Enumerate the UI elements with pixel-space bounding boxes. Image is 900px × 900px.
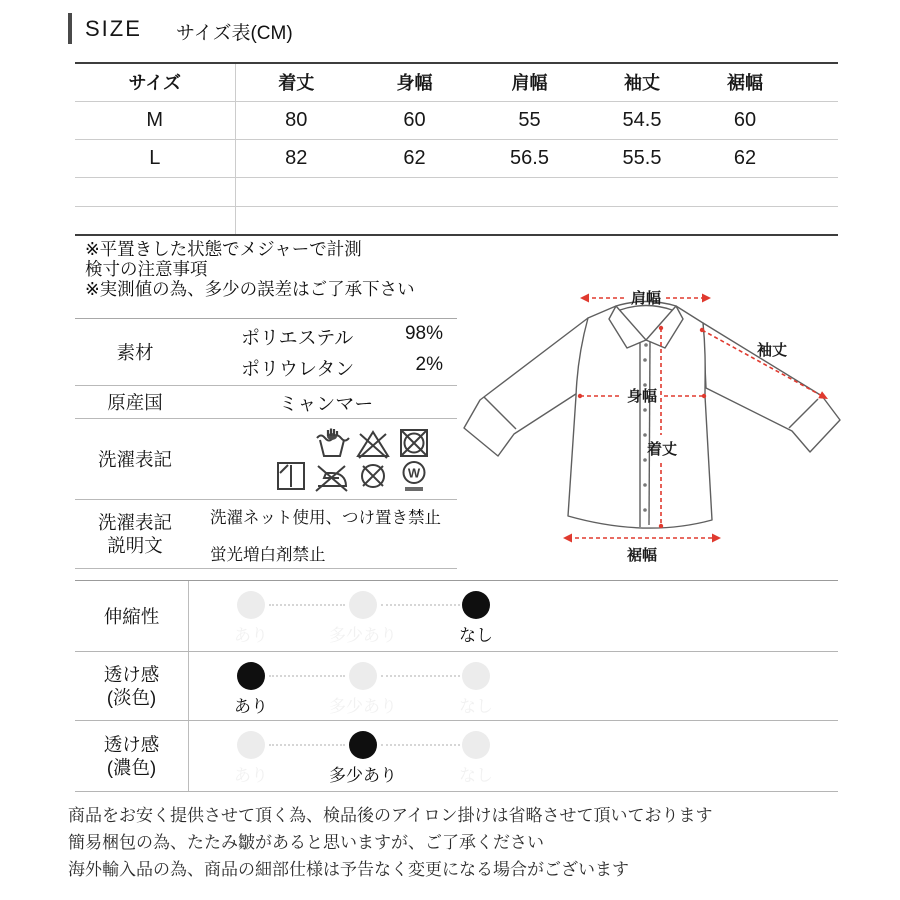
size-table xyxy=(75,62,838,236)
col-header-length: 着丈 xyxy=(278,73,315,94)
size-m-width: 60 xyxy=(403,108,426,131)
no-tumble-dry-icon xyxy=(395,425,433,461)
note-line: ※平置きした状態でメジャーで計測 xyxy=(85,239,362,259)
scale-dot xyxy=(237,662,265,690)
material-percent: 2% xyxy=(415,354,443,375)
sleeve-length-label: 袖丈 xyxy=(756,342,788,359)
note-line: 検寸の注意事項 xyxy=(85,259,208,279)
shoulder-width-label: 肩幅 xyxy=(630,290,662,307)
body-length-label: 着丈 xyxy=(646,441,678,458)
size-m-hem: 60 xyxy=(733,108,757,131)
size-table-header-row xyxy=(75,63,838,101)
footer-line: 簡易梱包の為、たたみ皺があると思いますが、ご了承ください xyxy=(68,833,544,852)
size-m-label: M xyxy=(75,101,235,139)
scale-option-tashoari: 多少あり xyxy=(329,731,397,786)
col-header-hem: 裾幅 xyxy=(727,73,763,94)
scale-option-ari: あり xyxy=(234,591,268,646)
material-name: ポリウレタン xyxy=(241,359,355,380)
col-header-sleeve: 袖丈 xyxy=(624,73,660,94)
svg-text:W: W xyxy=(407,465,421,480)
scale-option-ari: あり xyxy=(234,731,268,786)
scale-dot xyxy=(349,591,377,619)
size-chart-title: サイズ表(CM) xyxy=(176,23,293,44)
scale-dot xyxy=(462,662,490,690)
sheerness-dark-row xyxy=(75,721,838,792)
col-header-shoulder: 肩幅 xyxy=(511,73,548,94)
product-info-table xyxy=(75,318,457,569)
col-header-size: サイズ xyxy=(75,63,235,101)
size-m-length: 80 xyxy=(285,108,308,131)
sheerness-label: 透け感 xyxy=(103,734,160,755)
scale-option-nashi: なし xyxy=(459,591,493,646)
origin-value: ミャンマー xyxy=(278,393,374,415)
scale-dot xyxy=(349,662,377,690)
material-percent: 98% xyxy=(404,323,443,344)
material-name: ポリエステル xyxy=(241,328,354,349)
no-dry-clean-icon xyxy=(354,458,392,494)
measurement-notes xyxy=(85,239,415,299)
no-bleach-icon xyxy=(354,425,392,461)
size-l-shoulder: 56.5 xyxy=(510,146,549,169)
size-l-sleeve: 55.5 xyxy=(622,146,662,169)
scale-dot xyxy=(237,591,265,619)
footer-line: 商品をお安く提供させて頂く為、検品後のアイロン掛けは省略させて頂いております xyxy=(68,806,713,825)
scale-option-ari: あり xyxy=(234,662,268,717)
care-text-line: 蛍光増白剤禁止 xyxy=(210,545,326,564)
origin-row xyxy=(75,386,457,419)
no-iron-icon xyxy=(313,458,351,494)
hand-wash-icon xyxy=(313,425,351,461)
scale-dot xyxy=(237,731,265,759)
scale-option-tashoari: 多少あり xyxy=(329,591,397,646)
sheerness-label-sub: (濃色) xyxy=(106,757,157,778)
empty-table-row xyxy=(75,177,838,206)
size-m-shoulder: 55 xyxy=(518,108,541,131)
size-heading: SIZE xyxy=(85,16,142,41)
col-header-width: 身幅 xyxy=(396,73,433,94)
sheerness-label: 透け感 xyxy=(103,664,160,685)
care-symbols-label: 洗濯表記 xyxy=(97,448,172,470)
size-l-hem: 62 xyxy=(733,146,757,169)
header-accent-bar xyxy=(68,13,72,44)
wet-clean-icon xyxy=(395,458,433,494)
size-l-width: 62 xyxy=(403,146,426,169)
scale-option-nashi: なし xyxy=(459,662,493,717)
scale-dot xyxy=(462,731,490,759)
body-width-label: 身幅 xyxy=(626,388,658,405)
table-row xyxy=(75,139,838,177)
property-scale-table xyxy=(75,580,838,792)
scale-dot xyxy=(462,591,490,619)
care-symbols-row xyxy=(75,419,457,500)
care-text-label: 説明文 xyxy=(107,535,163,556)
material-label: 素材 xyxy=(116,341,154,363)
scale-option-nashi: なし xyxy=(459,731,493,786)
hem-width-label: 裾幅 xyxy=(626,547,658,564)
stretch-row xyxy=(75,581,838,652)
sheerness-light-row xyxy=(75,652,838,721)
table-row xyxy=(75,101,838,139)
care-text-line: 洗濯ネット使用、つけ置き禁止 xyxy=(210,508,441,527)
size-l-label: L xyxy=(75,139,235,177)
shirt-outline xyxy=(464,302,840,529)
empty-table-row xyxy=(75,206,838,235)
sheerness-label-sub: (淡色) xyxy=(106,687,157,708)
footer-notes xyxy=(68,802,712,883)
origin-label: 原産国 xyxy=(107,391,163,413)
stretch-label: 伸縮性 xyxy=(103,605,160,627)
shirt-measurement-diagram xyxy=(450,268,870,568)
note-line: ※実測値の為、多少の誤差はご了承下さい xyxy=(85,279,415,299)
scale-dot xyxy=(349,731,377,759)
care-text-label: 洗濯表記 xyxy=(97,512,172,533)
footer-line: 海外輸入品の為、商品の細部仕様は予告なく変更になる場合がございます xyxy=(68,860,629,879)
care-text-row xyxy=(75,500,457,569)
material-row xyxy=(75,319,457,386)
size-l-length: 82 xyxy=(285,146,308,169)
drip-dry-icon xyxy=(272,458,310,494)
scale-option-tashoari: 多少あり xyxy=(329,662,397,717)
size-m-sleeve: 54.5 xyxy=(622,108,662,131)
